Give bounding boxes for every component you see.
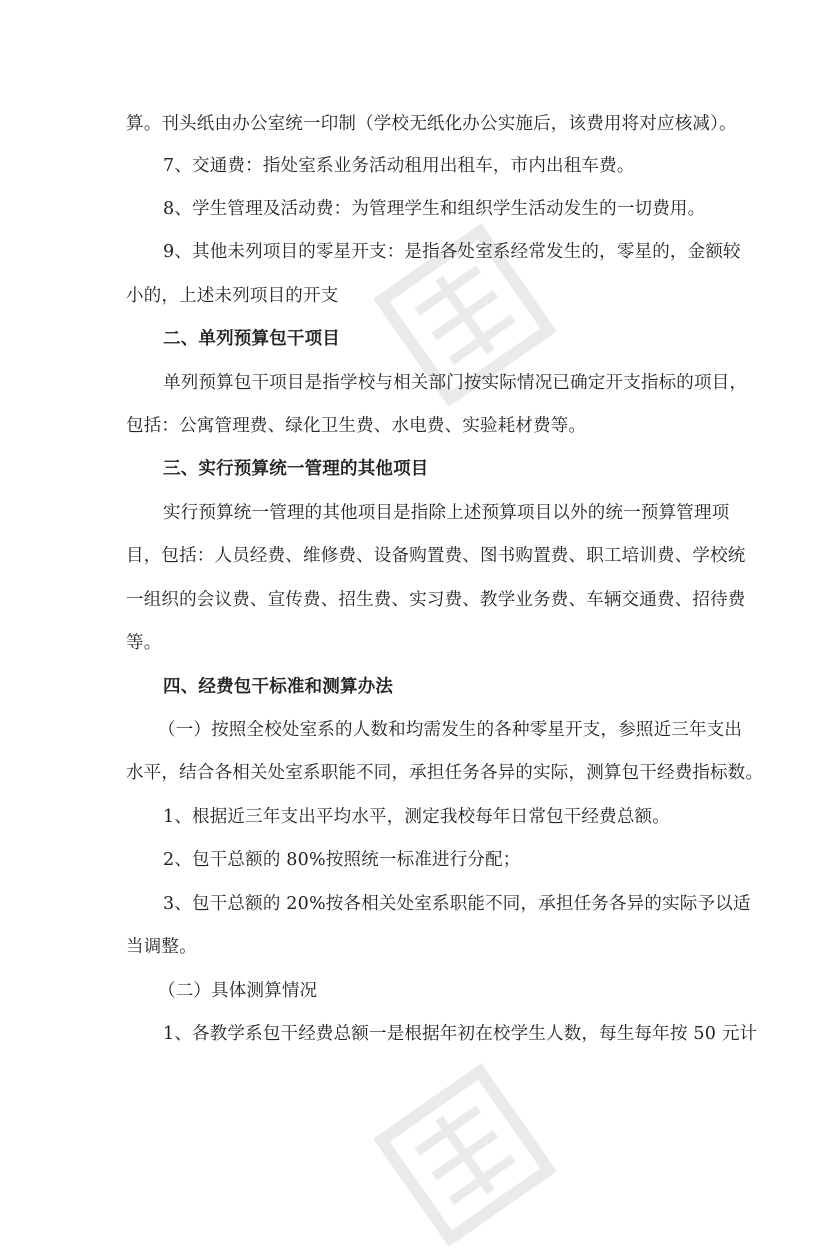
paragraph-line: 单列预算包干项目是指学校与相关部门按实际情况已确定开支指标的项目， bbox=[163, 373, 748, 393]
paragraph-line: 水平，结合各相关处室系职能不同，承担任务各异的实际，测算包干经费指标数。 bbox=[126, 763, 764, 783]
paragraph-line: 实行预算统一管理的其他项目是指除上述预算项目以外的统一预算管理项 bbox=[163, 503, 730, 523]
section-heading: 四、经费包干标准和测算办法 bbox=[163, 677, 394, 697]
paragraph-line: 目，包括：人员经费、维修费、设备购置费、图书购置费、职工培训费、学校统 bbox=[126, 546, 746, 566]
paragraph-line: 3、包干总额的 20%按各相关处室系职能不同，承担任务各异的实际予以适 bbox=[163, 894, 751, 914]
paragraph-line: （一）按照全校处室系的人数和均需发生的各种零星开支，参照近三年支出 bbox=[158, 720, 743, 740]
paragraph-line: 当调整。 bbox=[126, 937, 197, 957]
paragraph-line: 一组织的会议费、宣传费、招生费、实习费、教学业务费、车辆交通费、招待费 bbox=[126, 590, 746, 610]
paragraph-line: （二）具体测算情况 bbox=[158, 981, 318, 1001]
paragraph-line: 8、学生管理及活动费：为管理学生和组织学生活动发生的一切费用。 bbox=[163, 199, 706, 219]
paragraph-line: 等。 bbox=[126, 633, 162, 653]
paragraph-line: 小的，上述未列项目的开支 bbox=[126, 286, 339, 306]
paragraph-line: 包括：公寓管理费、绿化卫生费、水电费、实验耗材费等。 bbox=[126, 416, 587, 436]
section-heading: 二、单列预算包干项目 bbox=[163, 329, 340, 349]
paragraph-line: 1、根据近三年支出平均水平，测定我校每年日常包干经费总额。 bbox=[163, 807, 670, 827]
paragraph-line: 7、交通费：指处室系业务活动租用出租车，市内出租车费。 bbox=[163, 156, 635, 176]
section-heading: 三、实行预算统一管理的其他项目 bbox=[163, 459, 429, 479]
paragraph-line: 9、其他未列项目的零星开支：是指各处室系经常发生的，零星的，金额较 bbox=[163, 242, 741, 262]
paragraph-line: 1、各教学系包干经费总额一是根据年初在校学生人数，每生每年按 50 元计 bbox=[163, 1024, 758, 1044]
paragraph-line: 算。刊头纸由办公室统一印制（学校无纸化办公实施后，该费用将对应核减）。 bbox=[126, 114, 737, 134]
paragraph-line: 2、包干总额的 80%按照统一标准进行分配； bbox=[163, 850, 521, 870]
